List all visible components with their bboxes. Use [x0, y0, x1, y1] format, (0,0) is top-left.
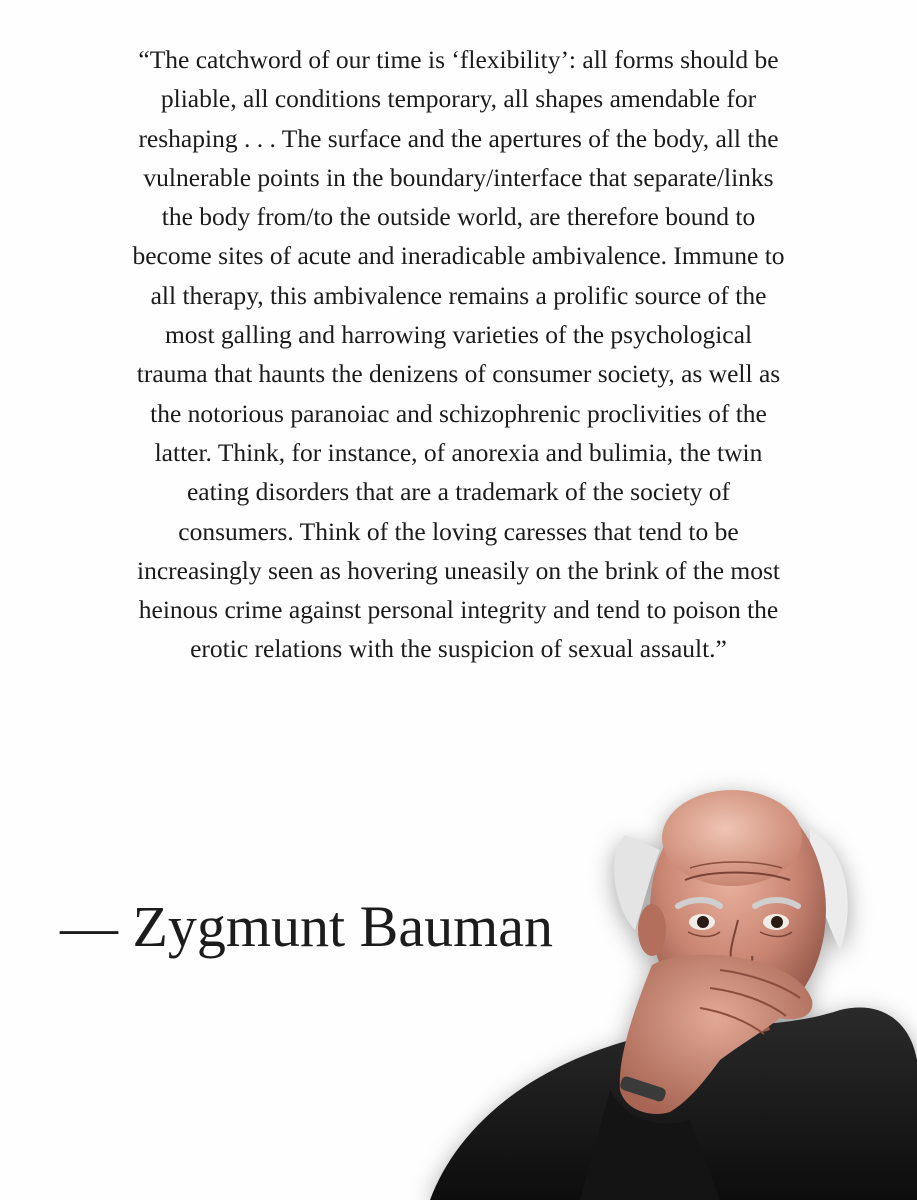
quote-line: reshaping . . . The surface and the apertures of the body, all the [138, 123, 779, 153]
quote-line: pliable, all conditions temporary, all shapes amendable for [160, 84, 757, 114]
quote-line: most galling and harrowing varieties of the psychological [164, 320, 753, 350]
quote-line: latter. Think, for instance, of anorexia and bulimia, the twin [154, 437, 763, 467]
quote-line: vulnerable points in the boundary/interface that separate/links [143, 162, 774, 192]
portrait-illustration [420, 760, 917, 1200]
author-portrait [420, 760, 917, 1200]
author-attribution: — Zygmunt Bauman [60, 894, 553, 959]
quote-line: erotic relations with the suspicion of sexual assault.” [190, 634, 727, 664]
quote-line: consumers. Think of the loving caresses that tend to be [178, 516, 739, 546]
quote-line: heinous crime against personal integrity and tend to poison the [138, 595, 779, 625]
quote-line: increasingly seen as hovering uneasily on the brink of the most [136, 555, 781, 585]
quote-line: all therapy, this ambivalence remains a prolific source of the [150, 280, 767, 310]
quote-line: the body from/to the outside world, are therefore bound to [161, 202, 756, 232]
quote-line: the notorious paranoiac and schizophrenic proclivities of the [150, 398, 767, 428]
quote-line: become sites of acute and ineradicable ambivalence. Immune to [132, 241, 785, 271]
quote-line: “The catchword of our time is ‘flexibility’: all forms should be [138, 45, 779, 74]
quote-line: trauma that haunts the denizens of consumer society, as well as [136, 359, 781, 389]
quote-line: eating disorders that are a trademark of the society of [186, 477, 731, 507]
quote-text [66, 40, 851, 669]
